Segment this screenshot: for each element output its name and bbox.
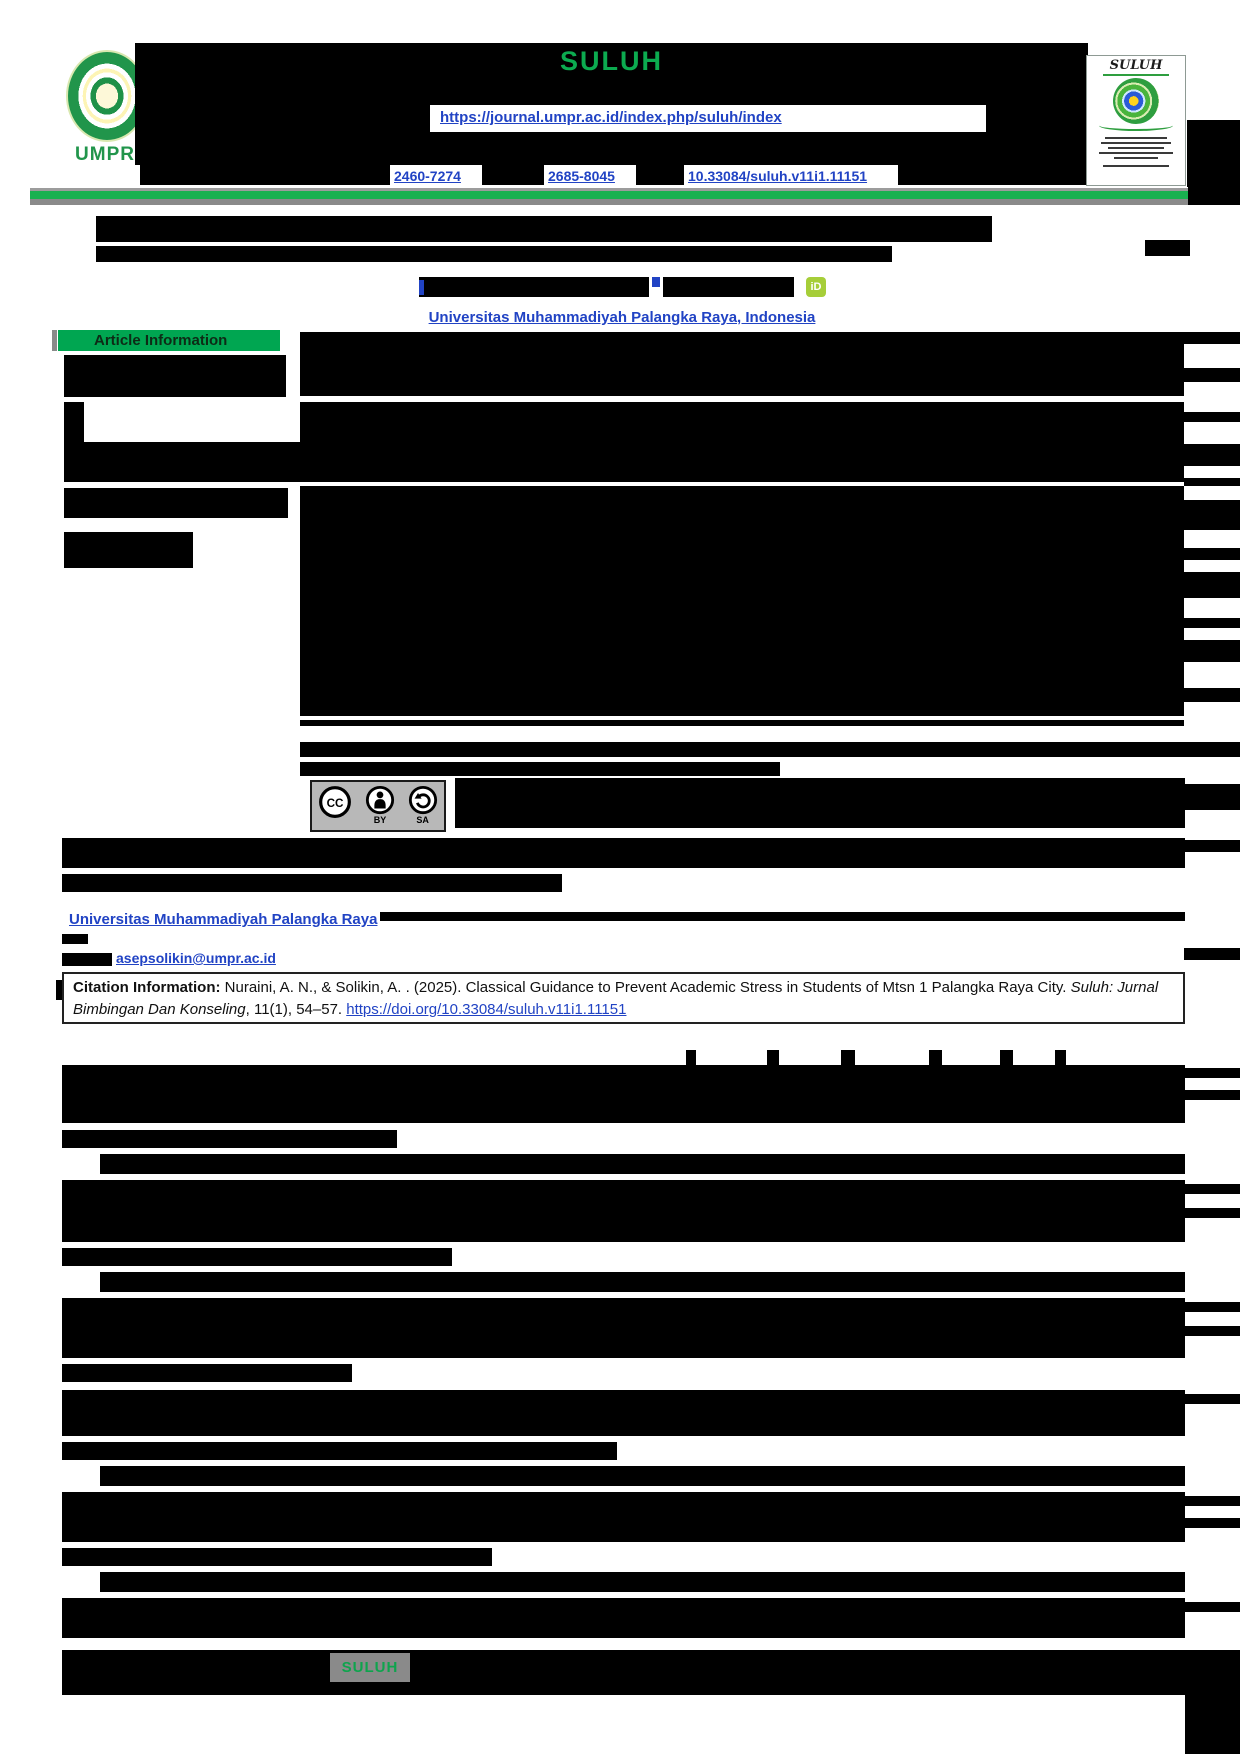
redacted-text-block — [1185, 1090, 1240, 1100]
redacted-paragraph — [62, 1492, 1185, 1542]
redacted-text-block — [62, 838, 1185, 868]
redacted-paragraph — [100, 1154, 1185, 1174]
redacted-paragraph — [62, 1598, 1185, 1638]
redacted-article-dates — [64, 355, 286, 397]
redacted-text-block — [62, 874, 562, 892]
redacted-keywords — [300, 742, 1240, 757]
redacted-author-superscript — [652, 277, 660, 287]
redacted-text-block — [1185, 1068, 1240, 1078]
redacted-text-block — [898, 165, 1088, 185]
redacted-text-block — [1185, 1326, 1240, 1336]
citation-issue: , 11(1), 54–57. — [245, 1001, 343, 1018]
redacted-author-link-fragment — [419, 280, 424, 295]
redacted-text-block — [300, 720, 1184, 726]
citation-label: Citation Information: — [73, 979, 221, 996]
redacted-text-block — [1184, 618, 1240, 628]
cover-text-line — [1108, 147, 1164, 149]
redacted-keywords — [300, 762, 780, 776]
redacted-text-block — [1185, 1602, 1240, 1612]
redacted-abstract — [300, 402, 1184, 482]
redacted-paragraph — [62, 1548, 492, 1566]
issn-online-link[interactable]: 2685-8045 — [548, 168, 615, 184]
redacted-text-block — [1185, 1692, 1240, 1754]
redacted-paragraph — [62, 1298, 1185, 1358]
cc-icon — [318, 785, 352, 819]
redacted-text-block — [1185, 1208, 1240, 1218]
redacted-abstract — [300, 332, 1184, 396]
redacted-author-name — [419, 277, 649, 297]
citation-doi-link[interactable]: https://doi.org/10.33084/suluh.v11i1.11151 — [346, 1001, 627, 1018]
redacted-text-block — [1184, 840, 1240, 852]
citation-text: Nuraini, A. N., & Solikin, A. . (2025). Classical Guidance to Prevent Academic Stress in Students of Mtsn 1 Palangka Raya City. — [224, 979, 1067, 996]
redacted-paragraph — [62, 1130, 397, 1148]
redacted-text-block — [1185, 1518, 1240, 1528]
redacted-text-block — [1145, 240, 1190, 256]
journal-cover-thumbnail — [1086, 55, 1186, 186]
footer-redacted-bar — [62, 1650, 1240, 1695]
cover-text-line — [1103, 165, 1169, 167]
redacted-paragraph — [62, 1390, 1185, 1436]
affiliation-link[interactable]: Universitas Muhammadiyah Palangka Raya, Indonesia — [428, 309, 816, 326]
journal-url-link[interactable]: https://journal.umpr.ac.id/index.php/suluh/index — [440, 109, 782, 126]
footer-journal-label: SULUH — [330, 1653, 410, 1682]
redacted-text-block — [1184, 548, 1240, 560]
section-label-edge — [52, 330, 57, 351]
redacted-text-block — [636, 165, 684, 185]
redacted-text-block — [380, 912, 1185, 921]
redacted-text-block — [1184, 572, 1240, 598]
redacted-text-block — [482, 165, 544, 185]
redacted-paragraph — [62, 1364, 352, 1382]
redacted-paragraph — [62, 1442, 617, 1460]
doi-link[interactable]: 10.33084/suluh.v11i1.11151 — [688, 168, 868, 184]
redacted-paragraph — [62, 1248, 452, 1266]
cc-by-sa-license-badge[interactable] — [310, 780, 446, 832]
redacted-text-block — [1184, 478, 1240, 486]
issn-print-link[interactable]: 2460-7274 — [394, 168, 461, 184]
email-link[interactable]: asepsolikin@umpr.ac.id — [116, 950, 276, 966]
cover-text-line — [1114, 157, 1158, 159]
orcid-icon[interactable]: iD — [806, 277, 826, 297]
redacted-text-block — [1185, 1394, 1240, 1404]
cover-emblem-icon — [1113, 78, 1159, 124]
redacted-text-block — [1184, 784, 1240, 810]
redacted-license-text — [455, 778, 1185, 828]
redacted-heading-fragment — [929, 1050, 942, 1065]
cover-text-line — [1101, 142, 1171, 144]
redacted-text-block — [1188, 182, 1240, 205]
cover-text-line — [1099, 152, 1173, 154]
redacted-text-block — [64, 532, 193, 568]
citation-box — [62, 972, 1185, 1024]
redacted-paragraph — [62, 1180, 1185, 1242]
cover-text-line — [1105, 137, 1167, 139]
redacted-heading-fragment — [841, 1050, 855, 1065]
redacted-author-name — [663, 277, 794, 297]
redacted-heading-fragment — [1055, 1050, 1066, 1065]
section-label-article-information: Article Information — [58, 330, 280, 351]
university-link[interactable]: Universitas Muhammadiyah Palangka Raya — [69, 911, 378, 928]
redacted-heading-fragment — [767, 1050, 779, 1065]
redacted-text-block — [1184, 412, 1240, 422]
redacted-paragraph — [100, 1572, 1185, 1592]
redacted-text-block — [64, 442, 320, 482]
header-divider-bar — [30, 188, 1240, 205]
cover-subtitle-line — [1103, 74, 1169, 76]
cc-sa-icon — [408, 785, 438, 825]
redacted-text-block — [62, 953, 112, 966]
cc-by-icon — [365, 785, 395, 825]
redacted-text-block — [1184, 368, 1240, 382]
redacted-text-block — [1187, 120, 1240, 187]
redacted-text-block — [1185, 1184, 1240, 1194]
redacted-text-block — [1184, 948, 1240, 960]
redacted-text-block — [62, 934, 88, 944]
umpr-logo-label: UMPR — [75, 144, 135, 165]
redacted-heading-fragment — [686, 1050, 696, 1065]
redacted-text-block — [1184, 444, 1240, 466]
redacted-text-block — [1185, 1302, 1240, 1312]
redacted-text-block — [1184, 640, 1240, 662]
redacted-abstract — [300, 486, 1184, 716]
redacted-text-block — [1184, 500, 1240, 530]
redacted-text-block — [64, 488, 288, 518]
cover-squiggle-icon — [1099, 120, 1173, 131]
cover-title: SULUH — [1109, 58, 1163, 73]
svg-text:CC: CC — [326, 796, 344, 810]
redacted-text-block — [140, 165, 390, 185]
redacted-paragraph — [62, 1065, 1185, 1123]
cc-sa-label: SA — [416, 815, 429, 825]
redacted-paragraph — [100, 1466, 1185, 1486]
redacted-paragraph — [100, 1272, 1185, 1292]
redacted-text-block — [1184, 332, 1240, 344]
cc-by-label: BY — [373, 815, 387, 825]
redacted-heading-fragment — [1000, 1050, 1013, 1065]
citation-journal: Suluh: Jurnal Bimbingan Dan Konseling — [73, 979, 1159, 1018]
redacted-article-title — [96, 216, 992, 242]
redacted-article-title — [96, 246, 892, 262]
redacted-text-block — [1185, 1496, 1240, 1506]
journal-title: SULUH — [560, 46, 663, 76]
redacted-text-block — [1184, 688, 1240, 702]
